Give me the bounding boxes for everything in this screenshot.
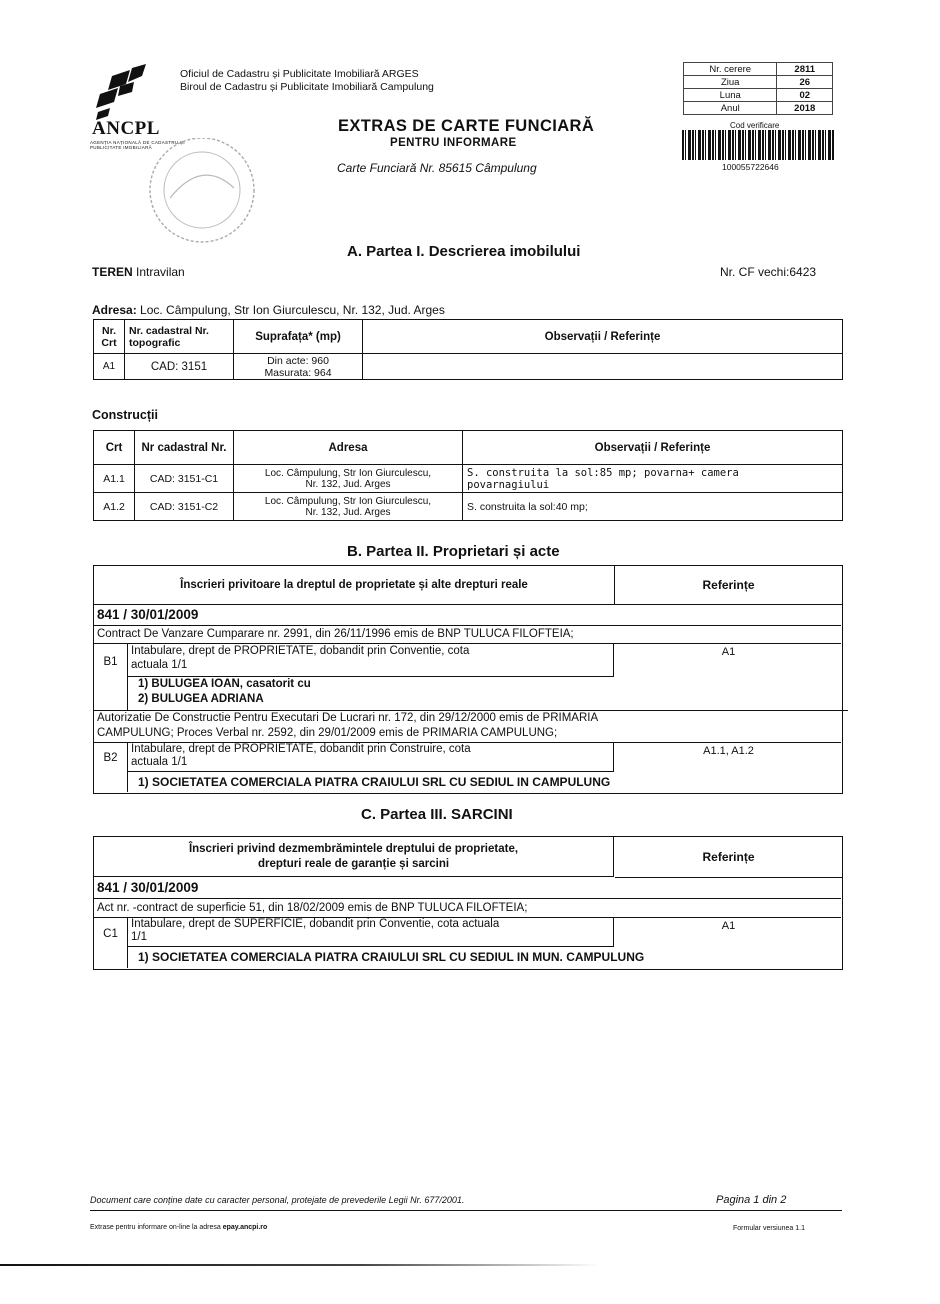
b1-reference: A1 — [721, 646, 736, 658]
request-value: 2018 — [777, 102, 833, 115]
table-row — [94, 465, 843, 493]
table-row — [94, 493, 843, 521]
adresa-line-2: Nr. 132, Jud. Arges — [305, 478, 391, 490]
cell-suprafata — [234, 354, 363, 380]
cell-obs — [463, 493, 843, 521]
c1-reference: A1 — [721, 920, 736, 932]
part-b-heading: B. Partea II. Proprietari și acte — [347, 543, 560, 560]
c1-text-line-2: 1/1 — [131, 931, 147, 943]
property-address — [92, 303, 445, 317]
part-c-table — [93, 836, 843, 970]
page-number: Pagina 1 din 2 — [716, 1194, 787, 1206]
b2-text-line-1: Intabulare, drept de PROPRIETATE, dobandit prin Construire, cota — [131, 743, 471, 755]
col-adresa: Adresa — [234, 431, 463, 465]
online-extract-note — [90, 1224, 267, 1231]
cell-adresa — [234, 493, 463, 521]
cf-number-line: Carte Funciară Nr. 85615 Câmpulung — [337, 161, 537, 175]
col-crt: Crt — [94, 431, 135, 465]
scan-edge-line — [0, 1264, 600, 1266]
stamp-seal — [130, 138, 270, 248]
c1-text — [128, 918, 614, 947]
part-c-col2-header: Referințe — [615, 837, 842, 878]
col-nr-cadastral: Nr. cadastral Nr. topografic — [125, 320, 234, 354]
request-label: Luna — [684, 89, 777, 102]
suprafata-acte: Din acte: 960 — [267, 354, 329, 367]
land-table — [93, 319, 843, 380]
ancpi-logo-mark-icon — [90, 62, 160, 122]
cell-cad: CAD: 3151-C1 — [135, 465, 234, 493]
document-subtitle: PENTRU INFORMARE — [390, 137, 517, 149]
b2-text — [128, 743, 614, 772]
verification-code-number: 100055722646 — [722, 162, 779, 172]
part-b-table — [93, 565, 843, 794]
request-row — [684, 76, 833, 89]
suprafata-masurata: Masurata: 964 — [264, 366, 332, 379]
cell-obs — [363, 354, 843, 380]
logo-subtext: AGENȚIA NAȚIONALĂ DE CADASTRU ȘI PUBLICITATE IMOBILIARĂ — [90, 140, 185, 150]
stamp-seal-icon — [130, 138, 270, 248]
owner-2: 2) BULUGEA ADRIANA — [138, 693, 264, 705]
col-observatii: Observații / Referințe — [363, 320, 843, 354]
personal-data-disclaimer: Document care conține date cu caracter personal, protejate de prevederile Legii Nr. 677/2001. — [90, 1195, 465, 1205]
request-label: Nr. cerere — [684, 63, 777, 76]
act-line: Contract De Vanzare Cumparare nr. 2991, din 26/11/1996 emis de BNP TULUCA FILOFTEIA; — [94, 626, 841, 644]
online-site-link[interactable]: epay.ancpi.ro — [222, 1224, 268, 1231]
b1-owners — [128, 677, 848, 711]
part-a-heading: A. Partea I. Descrierea imobilului — [347, 243, 581, 260]
b2-reference: A1.1, A1.2 — [703, 745, 754, 757]
obs-line-1: S. construita la sol:85 mp; povarna+ camera — [467, 466, 739, 479]
act-line: Act nr. -contract de superficie 51, din 18/02/2009 emis de BNP TULUCA FILOFTEIA; — [94, 899, 841, 918]
constructii-table-header — [94, 431, 843, 465]
c1-owner: 1) SOCIETATEA COMERCIALA PIATRA CRAIULUI SRL CU SEDIUL IN MUN. CAMPULUNG — [138, 950, 645, 964]
request-row — [684, 63, 833, 76]
col-nr-crt: Nr. Crt — [94, 320, 125, 354]
address-label: Adresa: — [92, 303, 137, 317]
obs-line-2: povarnagiului — [467, 478, 550, 491]
request-row — [684, 89, 833, 102]
owner-1: 1) BULUGEA IOAN, casatorit cu — [138, 678, 311, 690]
b1-text-line-1: Intabulare, drept de PROPRIETATE, dobandit prin Conventie, cota — [131, 645, 470, 657]
request-value: 02 — [777, 89, 833, 102]
part-b-col2-header: Referințe — [615, 566, 842, 605]
act-2-line-2: CAMPULUNG; Proces Verbal nr. 2592, din 29/01/2009 emis de PRIMARIA CAMPULUNG; — [97, 727, 558, 739]
office-line-1: Oficiul de Cadastru și Publicitate Imobiliară ARGES — [180, 68, 419, 80]
request-label: Ziua — [684, 76, 777, 89]
cell-nr: A1 — [94, 354, 125, 380]
form-version: Formular versiunea 1.1 — [733, 1225, 805, 1232]
logo-text: ANCPL — [92, 118, 160, 139]
entry-number: 841 / 30/01/2009 — [94, 878, 841, 899]
entry-number: 841 / 30/01/2009 — [94, 605, 841, 626]
request-value: 2811 — [777, 63, 833, 76]
part-c-col1-header-line-2: drepturi reale de garanție și sarcini — [257, 858, 450, 870]
cell-adresa — [234, 465, 463, 493]
part-b-col1-header: Înscrieri privitoare la dreptul de proprietate și alte drepturi reale — [94, 566, 615, 605]
document-title: EXTRAS DE CARTE FUNCIARĂ — [338, 117, 595, 135]
online-prefix: Extrase pentru informare on-line la adresa — [90, 1224, 221, 1231]
request-info-box — [683, 62, 833, 115]
teren-value: Intravilan — [136, 265, 185, 279]
teren-line — [92, 265, 185, 279]
constructii-table — [93, 430, 843, 521]
cell-cad: CAD: 3151-C2 — [135, 493, 234, 521]
b1-text-line-2: actuala 1/1 — [131, 659, 188, 671]
verification-code-label: Cod verificare — [730, 121, 780, 130]
c1-text-line-1: Intabulare, drept de SUPERFICIE, dobandit prin Conventie, cota actuala — [131, 918, 500, 930]
obs-line-1: S. construita la sol:40 mp; — [467, 500, 588, 513]
land-table-header — [94, 320, 843, 354]
part-c-heading: C. Partea III. SARCINI — [361, 806, 513, 823]
request-value: 26 — [777, 76, 833, 89]
c1-label: C1 — [94, 918, 128, 968]
part-c-col1-header-line-1: Înscrieri privind dezmembrămintele dreptului de proprietate, — [188, 843, 519, 855]
request-row — [684, 102, 833, 115]
b2-text-line-2: actuala 1/1 — [131, 756, 188, 768]
adresa-line-1: Loc. Câmpulung, Str Ion Giurculescu, — [264, 467, 432, 479]
cell-cad: CAD: 3151 — [125, 354, 234, 380]
act-2-line-1: Autorizatie De Constructie Pentru Executari De Lucrari nr. 172, din 29/12/2000 emis de PRIMARIA — [97, 712, 599, 724]
constructii-label: Construcții — [92, 408, 158, 422]
cf-vechi: Nr. CF vechi:6423 — [720, 265, 817, 279]
act-2 — [94, 711, 841, 743]
b1-label: B1 — [94, 644, 128, 711]
office-line-2: Biroul de Cadastru și Publicitate Imobiliară Campulung — [180, 81, 434, 93]
col-nr-cadastral: Nr cadastral Nr. — [135, 431, 234, 465]
cell-crt: A1.2 — [94, 493, 135, 521]
b1-text — [128, 644, 614, 677]
b2-label: B2 — [94, 743, 128, 792]
request-label: Anul — [684, 102, 777, 115]
cell-obs — [463, 465, 843, 493]
adresa-line-1: Loc. Câmpulung, Str Ion Giurculescu, — [264, 495, 432, 507]
col-observatii: Observații / Referințe — [463, 431, 843, 465]
table-row — [94, 354, 843, 380]
cell-crt: A1.1 — [94, 465, 135, 493]
address-value: Loc. Câmpulung, Str Ion Giurculescu, Nr. 132, Jud. Arges — [140, 303, 445, 317]
part-c-col1-header — [94, 837, 614, 877]
owner-3: 1) SOCIETATEA COMERCIALA PIATRA CRAIULUI SRL CU SEDIUL IN CAMPULUNG — [138, 775, 611, 789]
footer-divider — [90, 1210, 842, 1211]
col-suprafata: Suprafața* (mp) — [234, 320, 363, 354]
adresa-line-2: Nr. 132, Jud. Arges — [305, 506, 391, 518]
barcode-icon — [682, 130, 834, 160]
teren-label: TEREN — [92, 265, 133, 279]
